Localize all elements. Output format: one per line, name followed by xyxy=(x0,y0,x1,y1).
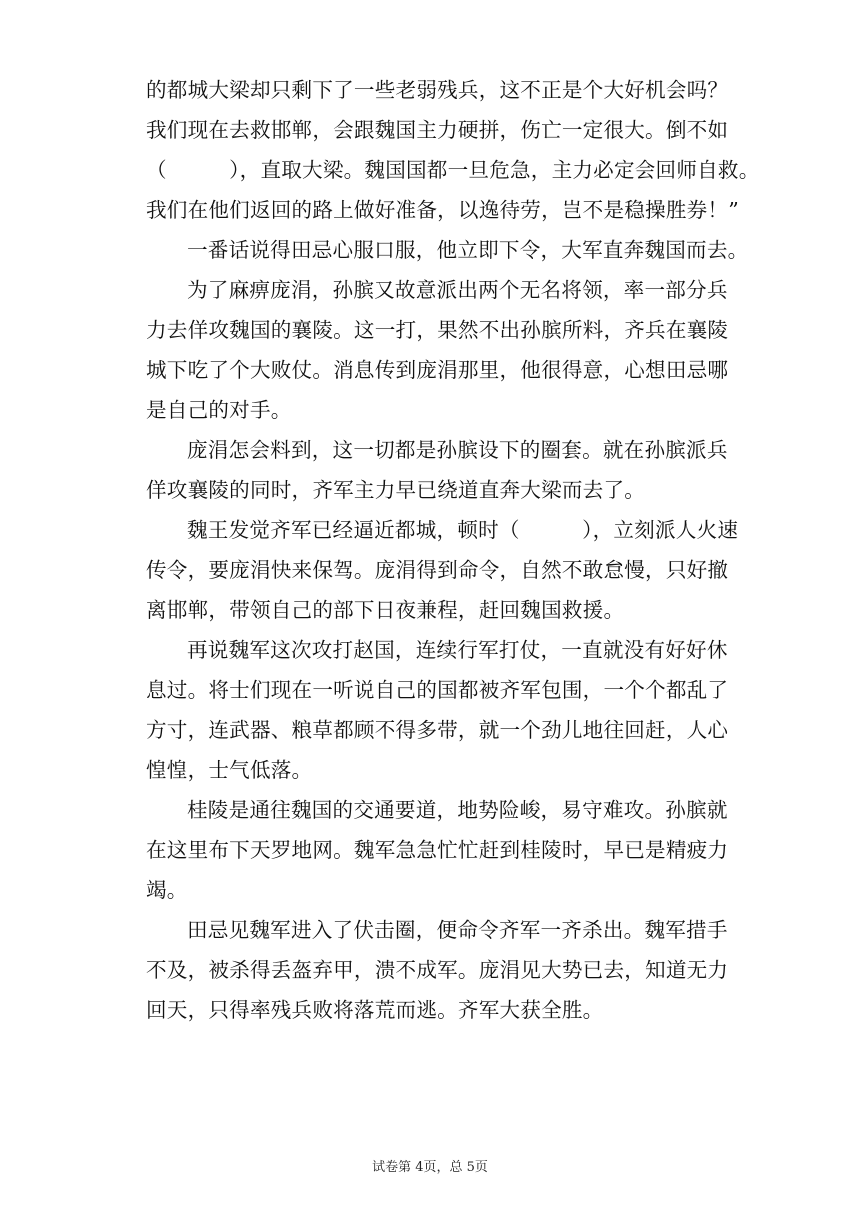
paragraph xyxy=(146,230,749,270)
text-line: 佯攻襄陵的同时，齐军主力早已绕道直奔大梁而去了。 xyxy=(146,478,646,502)
text-line: 城下吃了个大败仗。消息传到庞涓那里，他很得意，心想田忌哪 xyxy=(146,358,729,382)
text-line: 一番话说得田忌心服口服，他立即下令，大军直奔魏国而去。 xyxy=(187,238,749,262)
text-line: 我们现在去救邯郸，会跟魏国主力硬拼，伤亡一定很大。倒不如 xyxy=(146,118,729,142)
text-line: （ ），直取大梁。魏国国都一旦危急，主力必定会回师自救。 xyxy=(146,158,760,182)
text-line: 惶惶，士气低落。 xyxy=(146,758,313,782)
document-page xyxy=(146,70,760,1030)
paragraph xyxy=(146,910,729,1030)
text-line: 再说魏军这次攻打赵国，连续行军打仗，一直就没有好好休 xyxy=(187,638,728,662)
text-line: 竭。 xyxy=(146,878,188,902)
paragraph xyxy=(146,430,726,510)
text-line: 传令，要庞涓快来保驾。庞涓得到命令，自然不敢怠慢，只好撤 xyxy=(146,558,729,582)
text-line: 我们在他们返回的路上做好准备，以逸待劳，岂不是稳操胜券！” xyxy=(146,198,739,222)
text-line: 魏王发觉齐军已经逼近都城，顿时（ ），立刻派人火速 xyxy=(187,518,739,542)
text-line: 的都城大梁却只剩下了一些老弱残兵，这不正是个大好机会吗？ xyxy=(146,78,729,102)
text-line: 方寸，连武器、粮草都顾不得多带，就一个劲儿地往回赶，人心 xyxy=(146,718,729,742)
paragraph xyxy=(146,270,729,430)
paragraph xyxy=(146,630,729,790)
paragraph xyxy=(146,790,729,910)
text-line: 回天，只得率残兵败将落荒而逃。齐军大获全胜。 xyxy=(146,998,604,1022)
text-line: 力去佯攻魏国的襄陵。这一打，果然不出孙膑所料，齐兵在襄陵 xyxy=(146,318,729,342)
text-line: 桂陵是通往魏国的交通要道，地势险峻，易守难攻。孙膑就 xyxy=(187,798,728,822)
paragraph xyxy=(146,70,760,230)
paragraph xyxy=(146,510,739,630)
text-line: 是自己的对手。 xyxy=(146,398,292,422)
text-line: 庞涓怎会料到，这一切都是孙膑设下的圈套。就在孙膑派兵 xyxy=(187,438,728,462)
text-line: 在这里布下天罗地网。魏军急急忙忙赶到桂陵时，早已是精疲力 xyxy=(146,838,729,862)
text-line: 离邯郸，带领自己的部下日夜兼程，赶回魏国救援。 xyxy=(146,598,625,622)
text-line: 不及，被杀得丢盔弃甲，溃不成军。庞涓见大势已去，知道无力 xyxy=(146,958,729,982)
text-line: 息过。将士们现在一听说自己的国都被齐军包围，一个个都乱了 xyxy=(146,678,729,702)
text-line: 田忌见魏军进入了伏击圈，便命令齐军一齐杀出。魏军措手 xyxy=(187,918,728,942)
text-line: 为了麻痹庞涓，孙膑又故意派出两个无名将领，率一部分兵 xyxy=(187,278,728,302)
page-footer: 试卷第 4页，总 5页 xyxy=(372,1160,488,1175)
